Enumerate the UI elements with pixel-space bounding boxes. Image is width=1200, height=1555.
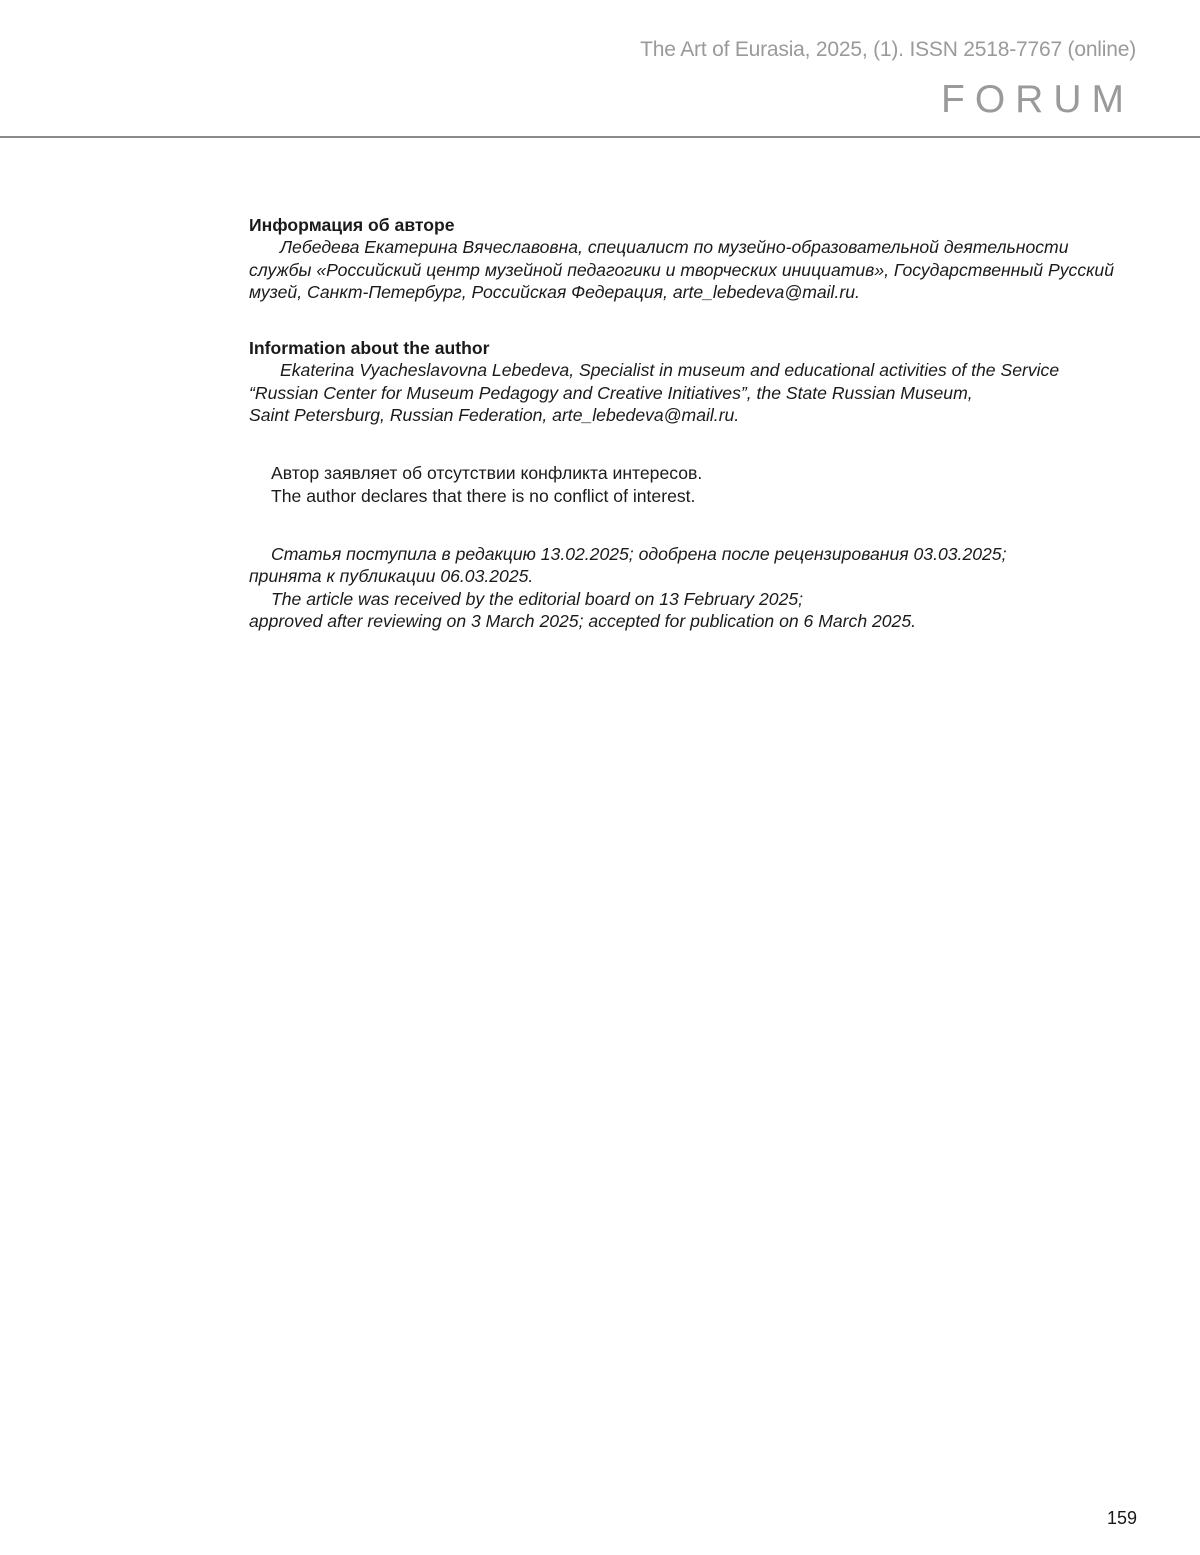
section-label: FORUM (941, 78, 1134, 121)
page-number: 159 (1106, 1508, 1137, 1528)
author-info-ru (249, 214, 1149, 303)
author-info-ru-line: Лебедева Екатерина Вячеславовна, специалист по музейно-образовательной деятельности (280, 237, 1069, 258)
conflict-statement-ru: Автор заявляет об отсутствии конфликта интересов. (271, 463, 703, 484)
author-info-en-line: Saint Petersburg, Russian Federation, arte_lebedeva@mail.ru. (249, 405, 740, 426)
journal-citation: The Art of Eurasia, 2025, (1). ISSN 2518-7767 (online) (640, 38, 1136, 61)
header-divider (0, 136, 1200, 138)
conflict-statement (249, 462, 1149, 507)
author-info-ru-text (249, 236, 1149, 303)
conflict-statement-en: The author declares that there is no conflict of interest. (271, 485, 696, 506)
article-meta (249, 214, 1149, 632)
author-info-en-line: “Russian Center for Museum Pedagogy and Creative Initiatives”, the State Russian Museum, (249, 382, 973, 403)
author-info-ru-title: Информация об авторе (249, 215, 455, 235)
author-info-en-text (249, 359, 1149, 426)
author-info-en (249, 337, 1149, 426)
article-dates-en-line: The article was received by the editorial board on 13 February 2025; (271, 588, 804, 609)
author-info-en-title: Information about the author (249, 338, 490, 359)
author-info-en-line: Ekaterina Vyacheslavovna Lebedeva, Specialist in museum and educational activities of the Service (280, 360, 1060, 381)
article-dates-ru-line: Статья поступила в редакцию 13.02.2025; одобрена после рецензирования 03.03.2025; (271, 543, 1007, 564)
author-info-ru-line: службы «Российский центр музейной педагогики и творческих инициатив», Государственный Русский (249, 259, 1114, 280)
article-dates (249, 543, 1149, 632)
article-dates-ru-line: принята к публикации 06.03.2025. (249, 566, 534, 587)
author-info-ru-line: музей, Санкт-Петербург, Российская Федерация, arte_lebedeva@mail.ru. (249, 281, 860, 302)
article-dates-en-line: approved after reviewing on 3 March 2025; accepted for publication on 6 March 2025. (249, 610, 917, 631)
